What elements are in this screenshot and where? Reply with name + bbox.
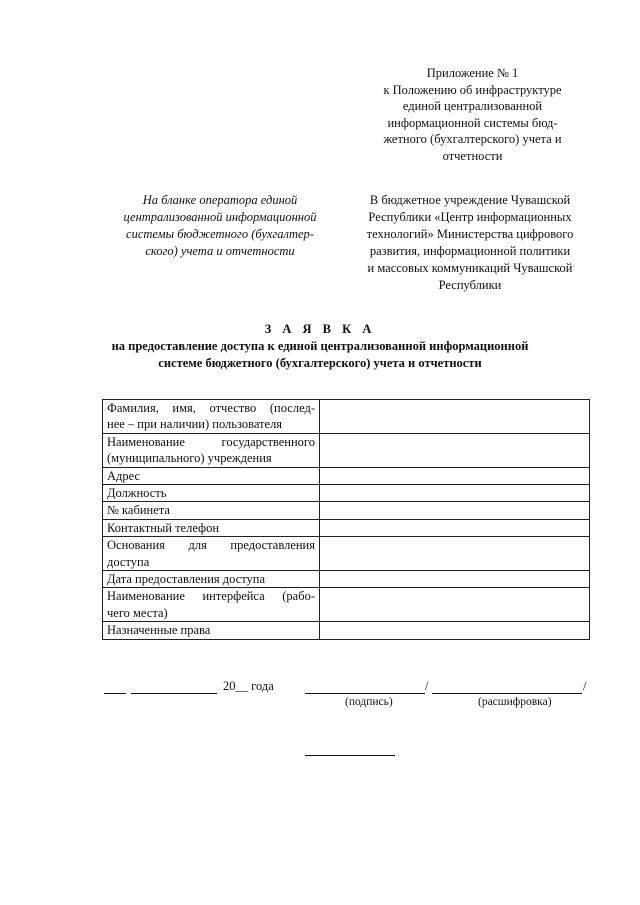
signature-caption: (подпись) [345,696,393,708]
row-value-cell[interactable] [320,433,590,467]
letterhead-line: На бланке оператора единой [142,193,298,207]
table-row [103,433,590,467]
table-row [103,519,590,536]
addressee-line: Республики «Центр информационных [368,210,572,224]
appendix-block [355,65,590,164]
row-label: Дата предоставления доступа [103,571,320,588]
row-label: Фамилия, имя, отчество (послед- нее – при наличии) пользователя [103,400,320,434]
document-title: З А Я В К А [264,322,376,336]
letterhead-note [100,192,340,260]
row-label: Наименование государственного (муниципального) учреждения [103,433,320,467]
appendix-line: Приложение № 1 [426,66,519,80]
row-value-cell[interactable] [320,622,590,639]
letterhead-line: централизованной информационной [123,210,317,224]
table-row [103,485,590,502]
appendix-line: информационной системы бюд- [387,115,558,130]
table-row [103,467,590,484]
row-value-cell[interactable] [320,537,590,571]
signature-separator: / [425,679,429,693]
appendix-line: жетного (бухгалтерского) учета и [383,132,562,146]
appendix-line: отчетности [442,148,503,163]
addressee-line: В бюджетное учреждение Чувашской [369,193,571,207]
row-value-cell[interactable] [320,502,590,519]
letterhead-line: системы бюджетного (бухгалтер- [126,227,314,241]
addressee-line: Республики [438,278,502,292]
table-row [103,588,590,622]
row-label: Контактный телефон [103,519,320,536]
table-row [103,400,590,434]
row-value-cell[interactable] [320,467,590,484]
letterhead-line: ского) учета и отчетности [145,244,295,258]
table-row [103,622,590,639]
row-value-cell[interactable] [320,571,590,588]
decoding-caption: (расшифровка) [478,696,552,708]
row-label: Должность [103,485,320,502]
table-row [103,571,590,588]
addressee-line: развития, информационной политики [369,244,571,258]
document-subtitle [0,338,640,372]
row-value-cell[interactable] [320,519,590,536]
row-label: Назначенные права [103,622,320,639]
row-label: Основания для предоставления доступа [103,537,320,571]
row-value-cell[interactable] [320,400,590,434]
row-label: Наименование интерфейса (рабо- чего места) [103,588,320,622]
row-value-cell[interactable] [320,588,590,622]
date-month-blank[interactable] [131,693,217,694]
row-value-cell[interactable] [320,485,590,502]
appendix-line: к Положению об инфраструктуре [383,82,562,97]
table-row [103,502,590,519]
appendix-line: единой централизованной [402,99,543,113]
row-label: № кабинета [103,502,320,519]
row-label: Адрес [103,467,320,484]
date-year-text: 20__ года [223,679,274,693]
signature-end-separator: / [583,679,587,693]
request-form-table [102,399,590,640]
subtitle-line: системе бюджетного (бухгалтерского) учета и отчетности [158,356,482,370]
signature-blank[interactable] [305,693,425,694]
addressee-line: технологий» Министерства цифрового [366,227,574,241]
table-row [103,537,590,571]
addressee-line: и массовых коммуникаций Чувашской [367,261,573,275]
addressee-block [350,192,590,294]
date-day-blank[interactable] [104,693,126,694]
subtitle-line: на предоставление доступа к единой централизованной информационной [111,339,529,353]
decoding-blank[interactable] [432,693,582,694]
bottom-divider [305,755,395,756]
